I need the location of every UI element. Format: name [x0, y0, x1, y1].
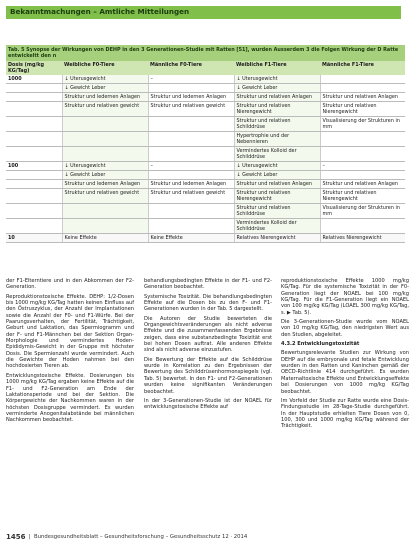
table-cell-c2: – — [148, 162, 234, 171]
table-caption: Tab. 5 Synopse der Wirkungen von DEHP in den 3 Generationen-Studie mit Ratten [51], wurden Ausserdem 3 die Folgen Wirkung der D Ratte entwickeltt den n — [6, 45, 405, 61]
paragraph: Die 3-Generationen-Studie wurde vom NOAEL von 10 mg/kg KG/Tag, den niedrigsten Wert aus den Studien, abgeleitet. — [281, 319, 409, 338]
table-row — [6, 189, 405, 204]
table-cell-c4: Struktur und relativen Anlagen — [320, 93, 405, 102]
table-cell-c1: Keine Effekte — [62, 234, 148, 243]
table-cell-c4 — [320, 75, 405, 84]
table-row — [6, 84, 405, 93]
table-cell-c4 — [320, 147, 405, 162]
table-cell-c3: Struktur und relativen Schilddrüse — [234, 117, 320, 132]
table-cell-c3: ↓ Uterusgewicht — [234, 75, 320, 84]
table-cell-c3: Hypertrophie und der Nebennieren — [234, 132, 320, 147]
paragraph: In der 3-Generationen-Studie ist der NOAEL für entwicklungstoxische Effekte auf — [144, 397, 272, 411]
table-row — [6, 219, 405, 234]
paragraph: Bewertungsrelevante Studien zur Wirkung von DEHP auf die embryonale und fetale Entwicklung wurden in den Ratten und Kaninchen gemäß der OECD-Richtlinie 414 durchgeführt. Es wurden Maternaltoxische Effekte und Entwicklungseffekte bei Dosierungen von 1000 mg/kg KG/Tag beobachtet. — [281, 350, 409, 395]
table-cell-c3: Relatives Nierengewicht — [234, 234, 320, 243]
table-cell-c1: ↓ Gewicht Leber — [62, 84, 148, 93]
table-cell-c3: Struktur und relativen Nierengewicht — [234, 102, 320, 117]
table-cell-c3: ↓ Uterusgewicht — [234, 162, 320, 171]
paragraph: Systemische Toxizität. Die behandlungsbedingten Effekte auf die Dosen bis zu den F- und F1-Generationen wurden in der Tab. 5 dargestellt. — [144, 293, 272, 313]
paragraph: Im Vorfeld der Studie zur Ratte wurde eine Dosis-Findungsstudie im 28-Tage-Studie durchgeführt. In der Hauptstudie erhielten Tiere Dosen von 0, 100, 300 und 1000 mg/kg KG/Tag während der Trächtigkeit. — [281, 397, 409, 430]
table-cell-c2: Struktur und ledernen Anlagen — [148, 180, 234, 189]
table-cell-c2 — [148, 171, 234, 180]
paragraph: Reproduktionstoxische Effekte. DEHP: 1/2-Dosen bis 1000 mg/kg KG/Tag hatten keinen Einfluss auf den Östruszyklus, der Anzahl der Implantationen sowie die Anzahl der F0- und F1-Würfe. Bei der Paarungsverhalten, der Fertilität, Trächtigkeit, Geburt und Laktation, das Spermiogramm und der F- und F1-Männchen bei der Sektion Organ-Morphologie und vermindertes Hoden-Epididymis-Gewicht in der Gruppe mit höchster Dosis. Die Spermienzahl wurde vermindert. Auch die Gewichte der Hoden nahmen bei den hochdosierten Tieren ab. — [6, 293, 134, 370]
table-cell-c1: ↓ Gewicht Leber — [62, 171, 148, 180]
table-cell-c2 — [148, 219, 234, 234]
table-row — [6, 147, 405, 162]
table-cell-c2: – — [148, 75, 234, 84]
table-cell-dose — [6, 204, 62, 219]
table-row — [6, 93, 405, 102]
paragraph: Die Autoren der Studie bewerteten die Organgewichtsveränderungen als nicht adverse Effekte und die zusammenfassenden Ergebnisse zeigen, dass eine substanzbedingte Toxizität erst bei hohen Dosen auftrat. Alle anderen Effekte sind als nicht adverse einzustufen. — [144, 315, 272, 354]
table-cell-c3: ↓ Gewicht Leber — [234, 171, 320, 180]
table-cell-c4 — [320, 219, 405, 234]
table-cell-c3: Struktur und relativen Nierengewicht — [234, 189, 320, 204]
table-cell-dose — [6, 117, 62, 132]
table-cell-c4: Visualisierung der Strukturen in mm — [320, 117, 405, 132]
section-header-title: Bekanntmachungen – Amtliche Mitteilungen — [10, 7, 190, 16]
table-row — [6, 234, 405, 243]
table-cell-c2 — [148, 117, 234, 132]
table-cell-c1: ↓ Uterusgewicht — [62, 75, 148, 84]
table-cell-dose — [6, 171, 62, 180]
table-cell-c4: Visualisierung der Strukturen in mm — [320, 204, 405, 219]
table-cell-c1 — [62, 204, 148, 219]
header-f0-female: Weibliche F0-Tiere — [62, 61, 148, 75]
text-column-2 — [144, 278, 272, 414]
table-cell-c3: Vermindertes Kolloid der Schilddrüse — [234, 219, 320, 234]
table-cell-dose — [6, 102, 62, 117]
table-cell-c3: Struktur und relativen Anlagen — [234, 180, 320, 189]
table-cell-c2 — [148, 132, 234, 147]
table-cell-dose: 1000 — [6, 75, 62, 84]
paragraph: Entwicklungstoxische Effekte. Dosierungen bis 1000 mg/kg KG/Tag ergaben keine Effekte auf die F1- und F2-Generation am Ende der Laktationsperiode und bei der Sektion. Die Körpergewichte der Nachkommen waren in der höchsten Dosisgruppe vermindert. Es wurden verminderte Anogenitalabstände bei männlichen Nachkommen beobachtet. — [6, 372, 134, 424]
table-cell-c4: Struktur und relativen Nierengewicht — [320, 189, 405, 204]
journal-citation: Bundesgesundheitsblatt – Gesundheitsforschung – Gesundheitsschutz 12 · 2014 — [34, 534, 248, 540]
table-cell-c3: ↓ Gewicht Leber — [234, 84, 320, 93]
table-cell-c1: Struktur und ledernen Anlagen — [62, 180, 148, 189]
text-column-1 — [6, 278, 134, 427]
table-cell-c2: Struktur und ledernen Anlagen — [148, 93, 234, 102]
synopsis-table-body — [6, 45, 405, 243]
synopsis-table — [6, 45, 405, 243]
table-cell-c2: Keine Effekte — [148, 234, 234, 243]
table-cell-c1 — [62, 219, 148, 234]
table-cell-c4: Struktur und relativen Nierengewicht — [320, 102, 405, 117]
table-cell-c1: ↓ Uterusgewicht — [62, 162, 148, 171]
table-cell-dose — [6, 84, 62, 93]
table-cell-c1 — [62, 117, 148, 132]
table-cell-c4: – — [320, 162, 405, 171]
section-heading: 4.3.2 Entwicklungstoxizität — [281, 341, 360, 348]
table-cell-dose — [6, 147, 62, 162]
section-header-bar — [6, 6, 401, 19]
table-caption-row — [6, 45, 405, 61]
paragraph: Die Bewertung der Effekte auf die Schilddrüse wurde in Korrelation zu den Ergebnissen der Bewertung des Schilddrüsenhormonspiegels (vgl. Tab. 5) bewertet. In den F1- und F2-Generationen wurden keine signifikanten Veränderungen beobachtet. — [144, 356, 272, 395]
paragraph: behandlungsbedingten Effekte in der F1- und F2-Generation beobachtet. — [144, 278, 272, 291]
table-cell-c3: Struktur und relativen Anlagen — [234, 93, 320, 102]
table-cell-c3: Vermindertes Kolloid der Schilddrüse — [234, 147, 320, 162]
table-row — [6, 162, 405, 171]
table-cell-c4 — [320, 132, 405, 147]
page-number: 1456 — [6, 533, 26, 541]
table-cell-c4: Relatives Nierengewicht — [320, 234, 405, 243]
table-cell-c1: Struktur und ledernen Anlagen — [62, 93, 148, 102]
table-cell-dose: 10 — [6, 234, 62, 243]
table-cell-c1 — [62, 147, 148, 162]
table-row — [6, 171, 405, 180]
page-footer — [6, 533, 407, 543]
table-cell-c4 — [320, 84, 405, 93]
paragraph: der F1-Elterntiere und in den Abkommen der F2-Generation. — [6, 278, 134, 291]
table-cell-dose — [6, 93, 62, 102]
table-cell-c1: Struktur und relativen gewicht — [62, 102, 148, 117]
table-row — [6, 180, 405, 189]
table-row — [6, 75, 405, 84]
paragraph: reproduktionstoxische Effekte 1000 mg/kg KG/Tag. Für die systemische Toxizität in der F0-Generation liegt der NOAEL bei 100 mg/kg KG/Tag. Für die F1-Generation liegt ein NOAEL von 100 mg/kg KG/Tag (LOAEL 300 mg/kg KG/Tag, s. ▶ Tab. 5). — [281, 278, 409, 316]
table-cell-c1: Struktur und relativen gewicht — [62, 189, 148, 204]
header-f1-female: Weibliche F1-Tiere — [234, 61, 320, 75]
table-cell-c3: Struktur und relativen Schilddrüse — [234, 204, 320, 219]
table-cell-c4: Struktur und relativen Anlagen — [320, 180, 405, 189]
header-f0-male: Männliche F0-Tiere — [148, 61, 234, 75]
table-header-row — [6, 61, 405, 75]
table-cell-dose — [6, 180, 62, 189]
table-cell-c2 — [148, 147, 234, 162]
header-dose: Dosis (mg/kg KG/Tag) — [6, 61, 62, 75]
table-cell-c2 — [148, 204, 234, 219]
table-cell-dose — [6, 132, 62, 147]
table-row — [6, 204, 405, 219]
footer-divider: | — [27, 534, 33, 540]
table-cell-c2 — [148, 84, 234, 93]
table-row — [6, 132, 405, 147]
text-column-3 — [281, 278, 409, 433]
table-cell-dose — [6, 189, 62, 204]
table-cell-c4 — [320, 171, 405, 180]
table-cell-c2: Struktur und relativen gewicht — [148, 102, 234, 117]
header-f1-male: Männliche F1-Tiere — [320, 61, 405, 75]
table-cell-dose: 100 — [6, 162, 62, 171]
table-row — [6, 102, 405, 117]
table-row — [6, 117, 405, 132]
table-cell-c2: Struktur und relativen gewicht — [148, 189, 234, 204]
table-cell-dose — [6, 219, 62, 234]
table-cell-c1 — [62, 132, 148, 147]
